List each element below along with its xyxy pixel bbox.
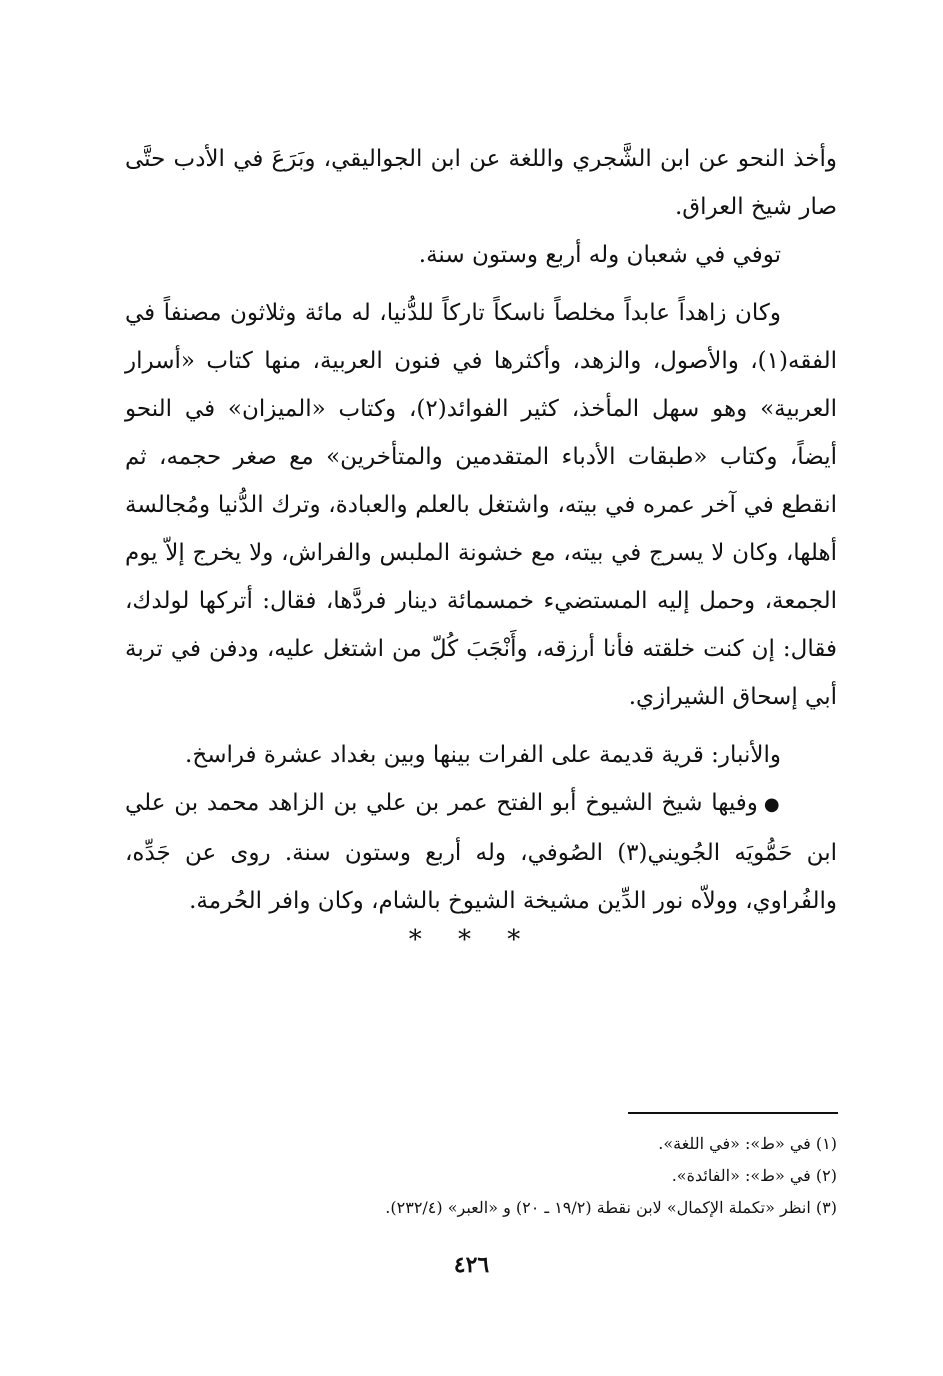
page-number: ٤٢٦ <box>453 1252 490 1278</box>
footnote-1: (١) في «ط»: «في اللغة». <box>658 1134 837 1153</box>
paragraph-2: توفي في شعبان وله أربع وستون سنة. <box>418 242 781 268</box>
main-text <box>125 135 837 925</box>
footnote-2: (٢) في «ط»: «الفائدة». <box>671 1166 837 1185</box>
bullet-icon: ● <box>763 794 781 815</box>
paragraph-1: وأخذ النحو عن ابن الشَّجري واللغة عن ابن الجواليقي، وبَرَعَ في الأدب حتَّى صار شيخ العراق. <box>125 146 837 220</box>
paragraph-5 <box>125 779 837 925</box>
paragraph-4: والأنبار: قرية قديمة على الفرات بينها وبين بغداد عشرة فراسخ. <box>185 742 781 768</box>
paragraph-3: وكان زاهداً عابداً مخلصاً ناسكاً تاركاً للدُّنيا، له مائة وثلاثون مصنفاً في الفقه(١)، والأصول، والزهد، وأكثرها في فنون العربية، منها كتاب «أسرار العربية» وهو سهل المأخذ، كثير الفوائد(٢)، وكتاب «الميزان» في النحو أيضاً، وكتاب «طبقات الأدباء المتقدمين والمتأخرين» مع صغر حجمه، ثم انقطع في آخر عمره في بيته، واشتغل بالعلم والعبادة، وترك الدُّنيا ومُجالسة أهلها، وكان لا يسرج في بيته، مع خشونة الملبس والفراش، ولا يخرج إلاّ يوم الجمعة، وحمل إليه المستضيء خمسمائة دينار فردَّها، فقال: أتركها لولدك، فقال: إن كنت خلقته فأنا أرزقه، وأَنْجَبَ كُلّ من اشتغل عليه، ودفن في تربة أبي إسحاق الشيرازي. <box>125 300 837 710</box>
footnotes <box>125 1128 837 1224</box>
footnote-divider <box>628 1112 838 1114</box>
section-separator: * * * <box>408 925 535 955</box>
paragraph-5-text: وفيها شيخ الشيوخ أبو الفتح عمر بن علي بن الزاهد محمد بن علي ابن حَمُّويَه الجُويني(٣) الصُوفي، وله أربع وستون سنة. روى عن جَدِّه، والفُراوي، وولاّه نور الدِّين مشيخة الشيوخ بالشام، وكان وافر الحُرمة. <box>125 790 837 914</box>
footnote-3: (٣) انظر «تكملة الإكمال» لابن نقطة (١٩/٢ ـ ٢٠) و «العبر» (٢٣٢/٤). <box>385 1198 837 1217</box>
